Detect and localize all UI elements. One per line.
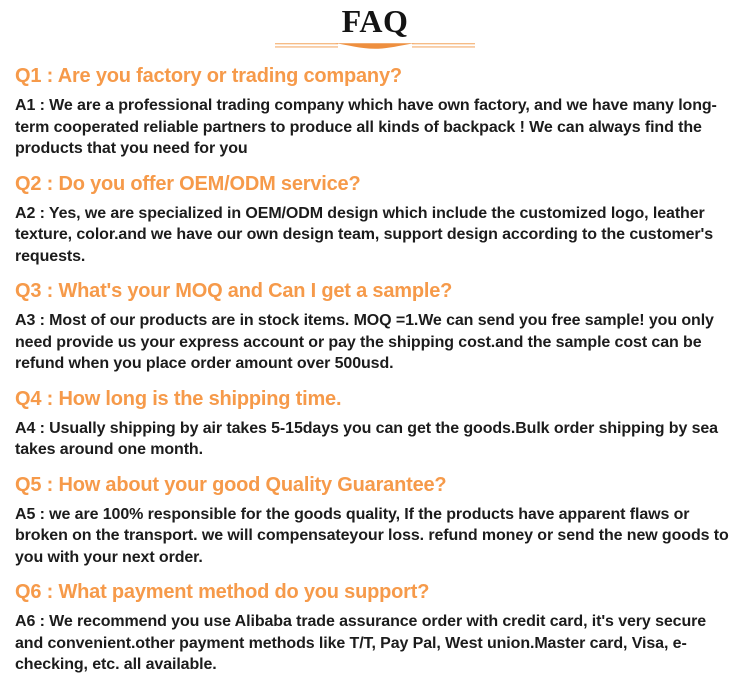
faq-list bbox=[0, 65, 750, 674]
faq-question-5: Q5 : How about your good Quality Guarantee? bbox=[15, 473, 447, 496]
faq-answer-5: A5 : we are 100% responsible for the goods quality, If the products have apparent flaws or broken on the transport. we will compensateyour loss. refund money or send the new goods to you with your next order. bbox=[15, 505, 729, 566]
title-divider-ornament bbox=[275, 40, 475, 52]
faq-item-4 bbox=[15, 388, 735, 461]
faq-question-2: Q2 : Do you offer OEM/ODM service? bbox=[15, 172, 361, 195]
faq-answer-4: A4 : Usually shipping by air takes 5-15days you can get the goods.Bulk order shipping by sea takes around one month. bbox=[15, 419, 718, 458]
faq-answer-3: A3 : Most of our products are in stock items. MOQ =1.We can send you free sample! you only need provide us your express account or pay the shipping cost.and the sample cost can be refund when you place order amount over 500usd. bbox=[15, 312, 714, 372]
faq-question-1: Q1 : Are you factory or trading company? bbox=[15, 65, 402, 87]
faq-header bbox=[0, 0, 750, 52]
faq-item-2 bbox=[15, 173, 735, 268]
faq-answer-6: A6 : We recommend you use Alibaba trade assurance order with credit card, it's very secure and convenient.other payment methods like T/T, Pay Pal, West union.Master card, Visa, e-checking, etc. all available. bbox=[15, 613, 707, 673]
faq-question-6: Q6 : What payment method do you support? bbox=[15, 581, 430, 603]
faq-answer-2: A2 : Yes, we are specialized in OEM/ODM design which include the customized logo, leather texture, color.and we have our own design team, support design according to the customer's requests. bbox=[15, 204, 714, 265]
faq-item-5 bbox=[15, 474, 735, 569]
faq-item-1 bbox=[15, 65, 735, 160]
faq-item-6 bbox=[15, 581, 735, 674]
faq-item-3 bbox=[15, 280, 735, 375]
faq-question-3: Q3 : What's your MOQ and Can I get a sample? bbox=[15, 280, 453, 302]
faq-question-4: Q4 : How long is the shipping time. bbox=[15, 387, 342, 410]
page-title: FAQ bbox=[341, 3, 409, 39]
faq-answer-1: A1 : We are a professional trading company which have own factory, and we have many long-term cooperated reliable partners to produce all kinds of backpack ! We can always find the products that you need for you bbox=[15, 97, 717, 157]
